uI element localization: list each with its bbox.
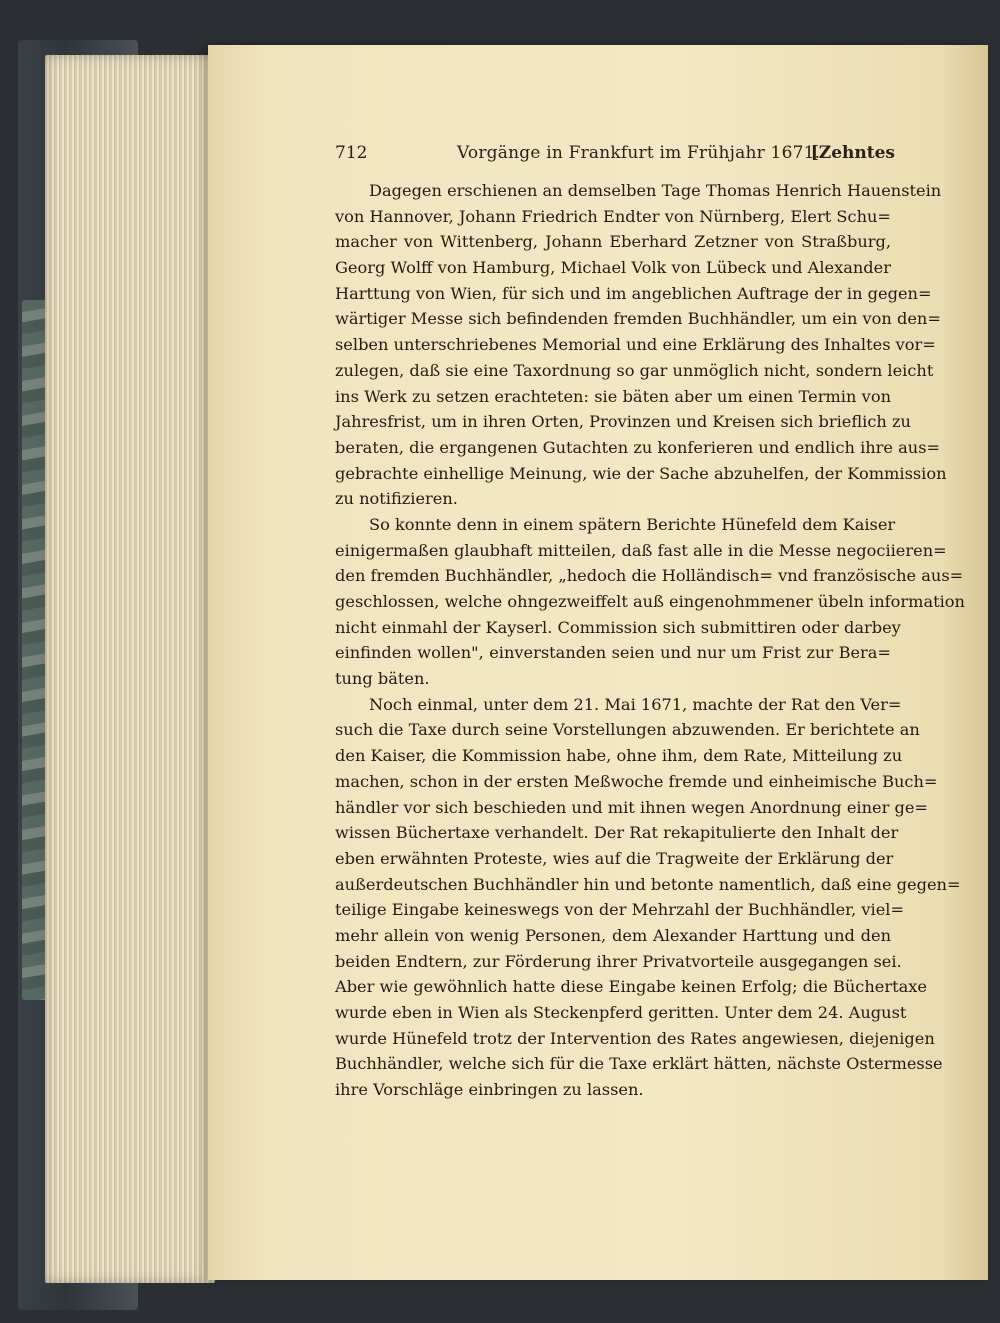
text-line: Jahresfrist, um in ihren Orten, Provinzen und Kreisen sich brieflich zu [335, 412, 911, 432]
text-line: wurde eben in Wien als Steckenpferd geritten. Unter dem 24. August [335, 1003, 907, 1022]
text-line: den Kaiser, die Kommission habe, ohne ihm, dem Rate, Mitteilung zu [335, 746, 903, 766]
text-line: außerdeutschen Buchhändler hin und betonte namentlich, daß eine gegen= [335, 874, 961, 894]
text-line: ihre Vorschläge einbringen zu lassen. [335, 1080, 644, 1100]
page-edges [45, 55, 215, 1283]
text-line: teilige Eingabe keineswegs von der Mehrzahl der Buchhändler, viel= [335, 900, 905, 920]
text-line: selben unterschriebenes Memorial und eine Erklärung des Inhaltes vor= [335, 335, 936, 355]
text-line: wurde Hünefeld trotz der Intervention des Rates angewiesen, diejenigen [335, 1028, 935, 1048]
text-line: macher von Wittenberg, Johann Eberhard Zetzner von Straßburg, [335, 232, 891, 252]
text-line: eben erwähnten Proteste, wies auf die Tragweite der Erklärung der [335, 848, 894, 868]
text-line: Aber wie gewöhnlich hatte diese Eingabe keinen Erfolg; die Büchertaxe [335, 977, 927, 997]
text-line: mehr allein von wenig Personen, dem Alexander Harttung und den [335, 925, 891, 945]
text-line: händler vor sich beschieden und mit ihnen wegen Anordnung einer ge= [335, 797, 928, 817]
text-line: zu notifizieren. [335, 489, 458, 509]
text-line: So konnte denn in einem spätern Berichte Hünefeld dem Kaiser [369, 514, 896, 534]
text-line: den fremden Buchhändler, „hedoch die Holländisch= vnd französische aus= [335, 566, 964, 586]
text-line: wissen Büchertaxe verhandelt. Der Rat rekapitulierte den Inhalt der [335, 823, 899, 843]
text-line: Buchhändler, welche sich für die Taxe erklärt hätten, nächste Ostermesse [335, 1054, 943, 1074]
text-line: beraten, die ergangenen Gutachten zu konferieren und endlich ihre aus= [335, 437, 941, 457]
text-line: tung bäten. [335, 669, 430, 689]
text-line: ins Werk zu setzen erachteten: sie bäten aber um einen Termin von [335, 386, 891, 406]
chapter-marker: [Zehntes [810, 143, 895, 163]
text-line: geschlossen, welche ohngezweiffelt auß eingenohmmener übeln information [335, 592, 965, 611]
text-line: zulegen, daß sie eine Taxordnung so gar unmöglich nicht, sondern leicht [335, 360, 934, 380]
text-line: Dagegen erschienen an demselben Tage Thomas Henrich Hauenstein [369, 181, 942, 200]
text-line: Georg Wolff von Hamburg, Michael Volk von Lübeck und Alexander [335, 258, 891, 278]
text-line: machen, schon in der ersten Meßwoche fremde und einheimische Buch= [335, 771, 938, 791]
running-header [335, 143, 895, 171]
text-line: Harttung von Wien, für sich und im angeblichen Auftrage der in gegen= [335, 283, 932, 303]
running-title: Vorgänge in Frankfurt im Frühjahr 1671. [457, 143, 821, 163]
body-text [335, 178, 965, 1103]
text-line: gebrachte einhellige Meinung, wie der Sache abzuhelfen, der Kommission [335, 463, 947, 483]
page-number: 712 [335, 143, 368, 163]
paragraph [335, 692, 961, 1103]
text-line: einfinden wollen", einverstanden seien und nur um Frist zur Bera= [335, 643, 891, 663]
text-line: Noch einmal, unter dem 21. Mai 1671, machte der Rat den Ver= [369, 694, 902, 714]
text-line: wärtiger Messe sich befindenden fremden Buchhändler, um ein von den= [335, 309, 941, 329]
text-line: von Hannover, Johann Friedrich Endter von Nürnberg, Elert Schu= [335, 206, 891, 226]
text-line: nicht einmahl der Kayserl. Commission sich submittiren oder darbey [335, 617, 901, 637]
paragraph [335, 178, 947, 512]
text-line: einigermaßen glaubhaft mitteilen, daß fast alle in die Messe negociieren= [335, 540, 947, 560]
text-line: beiden Endtern, zur Förderung ihrer Privatvorteile ausgegangen sei. [335, 951, 902, 971]
paragraph [335, 512, 965, 692]
text-line: such die Taxe durch seine Vorstellungen abzuwenden. Er berichtete an [335, 720, 920, 740]
